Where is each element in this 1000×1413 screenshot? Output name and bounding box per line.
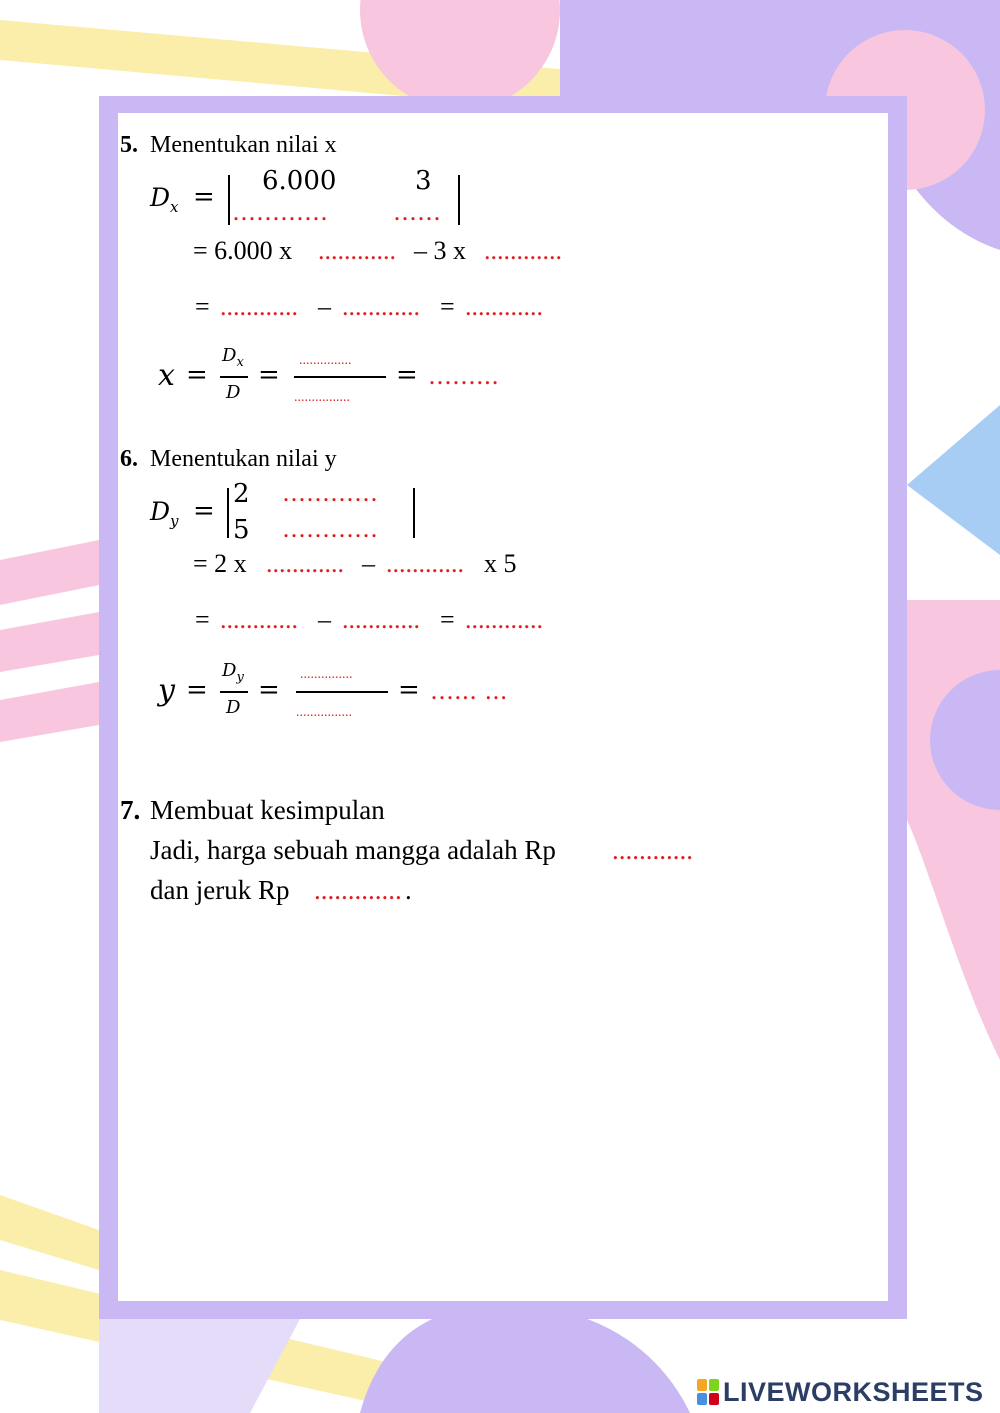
equals-sign: = — [258, 360, 280, 390]
matrix-right-bar — [458, 175, 460, 225]
matrix-cell: 3 — [415, 166, 432, 196]
answer-blank[interactable]: ............ — [465, 605, 543, 634]
calc-line: x 5 — [484, 549, 517, 578]
matrix-blank[interactable]: ………… — [232, 198, 328, 226]
calc-line: = — [440, 292, 455, 321]
answer-blank[interactable]: ............ — [386, 549, 464, 578]
calc-line: – — [362, 549, 375, 578]
answer-blank[interactable]: ............ — [484, 236, 562, 265]
fraction-numerator: $D_y$ — [222, 660, 244, 685]
matrix-cell: 5 — [233, 515, 250, 545]
matrix-blank[interactable]: …… — [393, 198, 441, 226]
step-title: Menentukan nilai y — [150, 446, 337, 472]
fraction-denominator: D — [226, 382, 241, 403]
step-title: Membuat kesimpulan — [150, 795, 385, 825]
fraction-denominator: D — [226, 697, 241, 718]
calc-line: = — [440, 605, 455, 634]
answer-blank-result[interactable]: ……... — [428, 362, 499, 390]
lavender-shape — [99, 1319, 300, 1413]
matrix-cell: 6.000 — [262, 166, 337, 196]
answer-blank[interactable]: ............ — [220, 292, 298, 321]
determinant-label: $D_y$ — [150, 497, 179, 530]
step-title: Menentukan nilai x — [150, 132, 337, 158]
pink-shape — [907, 600, 1000, 1060]
matrix-cell: 2 — [233, 479, 250, 509]
answer-blank-orange-price[interactable]: ............. — [314, 875, 402, 905]
determinant-label: $D_x$ — [150, 183, 179, 216]
calc-line: = 6.000 x — [193, 236, 293, 265]
answer-blank-result[interactable]: …... ... — [430, 677, 508, 705]
calc-line: – — [318, 292, 331, 321]
equals-sign: = — [258, 675, 280, 705]
matrix-left-bar — [227, 488, 229, 538]
pink-stripe — [0, 612, 99, 672]
matrix-right-bar — [413, 488, 415, 538]
answer-blank[interactable]: ............ — [342, 292, 420, 321]
fraction-line — [296, 691, 388, 693]
period: . — [405, 875, 412, 905]
answer-blank-numerator[interactable]: ............... — [300, 667, 353, 682]
calc-line: = 2 x — [193, 549, 247, 578]
conclusion-text: dan jeruk Rp — [150, 875, 290, 905]
logo-mark-icon — [697, 1379, 719, 1405]
variable-y: y — [158, 673, 175, 708]
fraction-line — [220, 691, 248, 693]
answer-blank-numerator[interactable]: ............... — [299, 353, 352, 368]
fraction-line — [294, 376, 386, 378]
answer-blank[interactable]: ............ — [266, 549, 344, 578]
answer-blank[interactable]: ............ — [342, 605, 420, 634]
calc-line: – 3 x — [414, 236, 466, 265]
step-number: 6. — [120, 446, 138, 472]
equals-sign: = — [193, 496, 215, 526]
answer-blank[interactable]: ............ — [318, 236, 396, 265]
variable-x: x — [158, 358, 175, 393]
pink-stripe — [0, 540, 99, 605]
answer-blank[interactable]: ............ — [465, 292, 543, 321]
equals-sign: = — [396, 360, 418, 390]
yellow-stripe — [0, 1195, 99, 1270]
answer-blank[interactable]: ............ — [220, 605, 298, 634]
equals-sign: = — [193, 182, 215, 212]
matrix-blank[interactable]: ………… — [282, 479, 378, 507]
answer-blank-denominator[interactable]: ................ — [296, 705, 352, 720]
matrix-blank[interactable]: ………… — [282, 515, 378, 543]
conclusion-text: Jadi, harga sebuah mangga adalah Rp — [150, 835, 556, 865]
calc-line: = — [195, 605, 210, 634]
answer-blank-denominator[interactable]: ................ — [294, 390, 350, 405]
equals-sign: = — [186, 360, 208, 390]
pink-stripe — [0, 682, 99, 742]
logo-text: LIVEWORKSHEETS — [723, 1376, 984, 1407]
lavender-blob — [360, 1305, 690, 1413]
step-number: 5. — [120, 132, 138, 158]
equals-sign: = — [398, 675, 420, 705]
calc-line: – — [318, 605, 331, 634]
answer-blank-mango-price[interactable]: ............ — [612, 835, 693, 865]
equals-sign: = — [186, 675, 208, 705]
matrix-left-bar — [228, 175, 230, 225]
fraction-numerator: $D_x$ — [222, 345, 244, 370]
fraction-line — [220, 376, 248, 378]
step-number: 7. — [120, 795, 141, 825]
blue-triangle — [907, 405, 1000, 555]
liveworksheets-logo[interactable] — [697, 1374, 984, 1410]
calc-line: = — [195, 292, 210, 321]
